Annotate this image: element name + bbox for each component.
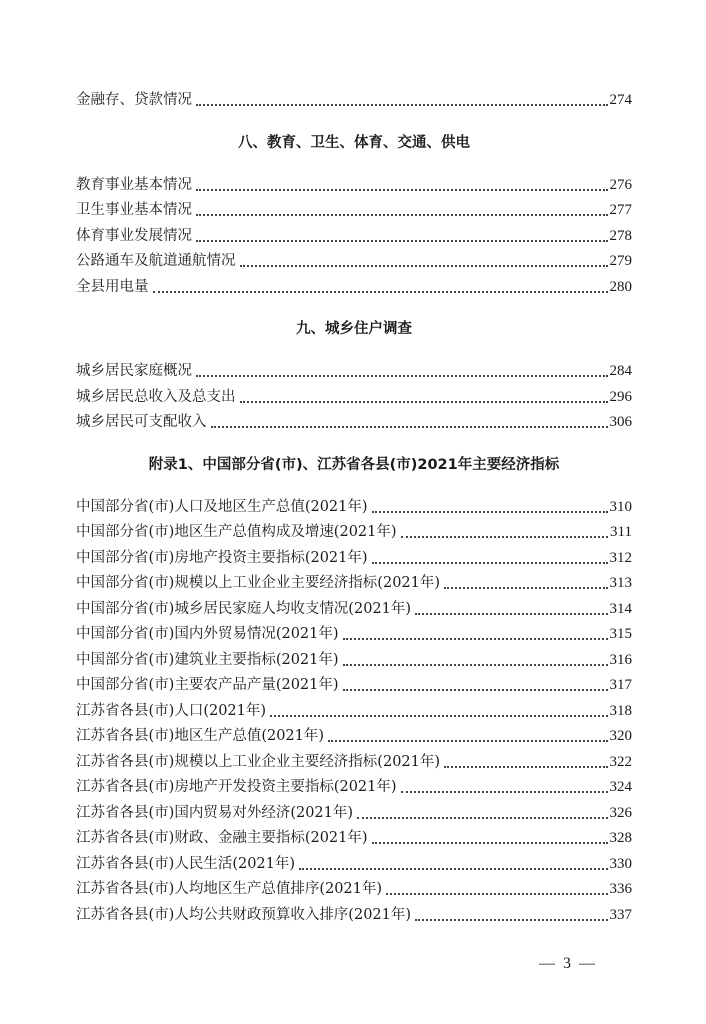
toc-entry-title: 中国部分省(市)建筑业主要指标(2021年) (76, 651, 339, 668)
dot-leader (415, 613, 607, 615)
toc-entry-title: 体育事业发展情况 (76, 227, 192, 244)
toc-entry[interactable] (76, 359, 632, 383)
toc-entry-title: 中国部分省(市)城乡居民家庭人均收支情况(2021年) (76, 600, 412, 617)
toc-entry-page: 318 (609, 702, 632, 719)
toc-entry[interactable] (76, 673, 632, 697)
toc-entry-page: 311 (610, 524, 632, 540)
toc-entry-page: 280 (609, 278, 632, 295)
toc-entry-title: 全县用电量 (76, 278, 149, 295)
dot-leader (270, 715, 607, 717)
toc-entry-page: 277 (609, 202, 632, 218)
dot-leader (328, 740, 607, 742)
dot-leader (401, 536, 609, 538)
dot-leader (196, 375, 608, 377)
dot-leader (343, 689, 608, 691)
toc-entry[interactable] (76, 622, 632, 646)
toc-entry[interactable] (76, 410, 632, 434)
toc-entry-page: 324 (609, 779, 632, 795)
dot-leader (211, 426, 608, 428)
toc-entry-page: 314 (609, 600, 632, 617)
dot-leader (153, 291, 608, 293)
toc-entry-page: 328 (609, 830, 632, 846)
toc-entry[interactable] (76, 801, 632, 825)
toc-entry-title: 江苏省各县(市)国内贸易对外经济(2021年) (76, 804, 354, 821)
toc-entry-title: 中国部分省(市)规模以上工业企业主要经济指标(2021年) (76, 575, 441, 591)
dot-leader (401, 791, 608, 793)
toc-entry-page: 313 (609, 575, 632, 591)
toc-entry-title: 教育事业基本情况 (76, 176, 192, 193)
toc-entry[interactable] (76, 750, 632, 774)
dot-leader (415, 919, 607, 921)
toc-entry[interactable] (76, 385, 632, 409)
dot-leader (372, 511, 608, 513)
toc-entry-page: 317 (609, 677, 632, 693)
toc-entry-page: 279 (609, 253, 632, 269)
toc-entry[interactable] (76, 648, 632, 672)
toc-entry[interactable] (76, 903, 632, 927)
dot-leader (343, 638, 608, 640)
toc-entry-title: 中国部分省(市)主要农产品产量(2021年) (76, 677, 339, 693)
toc-entry[interactable] (76, 852, 632, 876)
toc-entry-page: 274 (609, 92, 632, 108)
dot-leader (196, 240, 608, 242)
toc-entry-title: 江苏省各县(市)规模以上工业企业主要经济指标(2021年) (76, 753, 441, 770)
dot-leader (196, 214, 608, 216)
toc-entry-title: 江苏省各县(市)人口(2021年) (76, 702, 267, 719)
toc-entry-title: 中国部分省(市)地区生产总值构成及增速(2021年) (76, 524, 397, 540)
toc-entry-title: 城乡居民总收入及总支出 (76, 388, 236, 405)
toc-entry-page: 315 (609, 626, 632, 642)
toc-entry-page: 284 (609, 363, 632, 379)
toc-entry-title: 中国部分省(市)人口及地区生产总值(2021年) (76, 498, 368, 515)
toc-entry[interactable] (76, 597, 632, 621)
toc-entry-title: 江苏省各县(市)人均地区生产总值排序(2021年) (76, 881, 383, 897)
dot-leader (386, 893, 607, 895)
toc-entry-page: 326 (609, 804, 632, 821)
toc-entry[interactable] (76, 520, 632, 544)
dot-leader (372, 842, 608, 844)
dot-leader (372, 562, 608, 564)
toc-entry[interactable] (76, 249, 632, 273)
dot-leader (444, 766, 607, 768)
toc-entry-title: 公路通车及航道通航情况 (76, 253, 236, 269)
toc-entry-page: 336 (609, 881, 632, 897)
toc-entry[interactable] (76, 699, 632, 723)
toc-entry-page: 312 (609, 549, 632, 566)
toc-entry-title: 金融存、贷款情况 (76, 92, 192, 108)
dot-leader (196, 104, 608, 106)
toc-entry[interactable] (76, 275, 632, 299)
toc-entry-title: 江苏省各县(市)财政、金融主要指标(2021年) (76, 830, 368, 846)
toc-entry-title: 城乡居民家庭概况 (76, 363, 192, 379)
toc-entry-page: 337 (609, 906, 632, 923)
toc-entry[interactable] (76, 495, 632, 519)
dot-leader (444, 587, 607, 589)
toc-entry[interactable] (76, 198, 632, 222)
toc-entry-title: 江苏省各县(市)人均公共财政预算收入排序(2021年) (76, 906, 412, 923)
toc-entry-page: 296 (609, 388, 632, 405)
toc-entry[interactable] (76, 724, 632, 748)
toc-entry-title: 江苏省各县(市)房地产开发投资主要指标(2021年) (76, 779, 397, 795)
toc-entry-page: 276 (609, 176, 632, 193)
dot-leader (299, 868, 607, 870)
toc-entry-page: 316 (609, 651, 632, 668)
dot-leader (240, 265, 608, 267)
toc-entry[interactable] (76, 224, 632, 248)
toc-entry-page: 320 (609, 728, 632, 744)
toc-entry[interactable] (76, 173, 632, 197)
dot-leader (240, 401, 608, 403)
section-heading: 附录1、中国部分省(市)、江苏省各县(市)2021年主要经济指标 (148, 456, 560, 473)
toc-entry-title: 江苏省各县(市)人民生活(2021年) (76, 855, 296, 872)
toc-entry-title: 江苏省各县(市)地区生产总值(2021年) (76, 728, 325, 744)
page-number: — 3 — (539, 955, 597, 972)
dot-leader (357, 817, 607, 819)
toc-entry-title: 卫生事业基本情况 (76, 202, 192, 218)
toc-entry[interactable] (76, 826, 632, 850)
toc-entry-page: 330 (609, 855, 632, 872)
toc-entry-page: 322 (609, 753, 632, 770)
toc-entry-page: 310 (609, 498, 632, 515)
dot-leader (196, 189, 608, 191)
toc-entry-page: 278 (609, 227, 632, 244)
toc-entry-page: 306 (609, 414, 632, 430)
toc-entry-title: 中国部分省(市)国内外贸易情况(2021年) (76, 626, 339, 642)
toc-entry-title: 中国部分省(市)房地产投资主要指标(2021年) (76, 549, 368, 566)
section-heading: 九、城乡住户调查 (296, 321, 412, 337)
toc-entry[interactable] (76, 877, 632, 901)
toc-entry[interactable] (76, 88, 632, 112)
toc-entry[interactable] (76, 775, 632, 799)
dot-leader (343, 664, 608, 666)
toc-entry[interactable] (76, 571, 632, 595)
toc-entry-title: 城乡居民可支配收入 (76, 414, 207, 430)
toc-entry[interactable] (76, 546, 632, 570)
section-heading: 八、教育、卫生、体育、交通、供电 (238, 134, 470, 151)
